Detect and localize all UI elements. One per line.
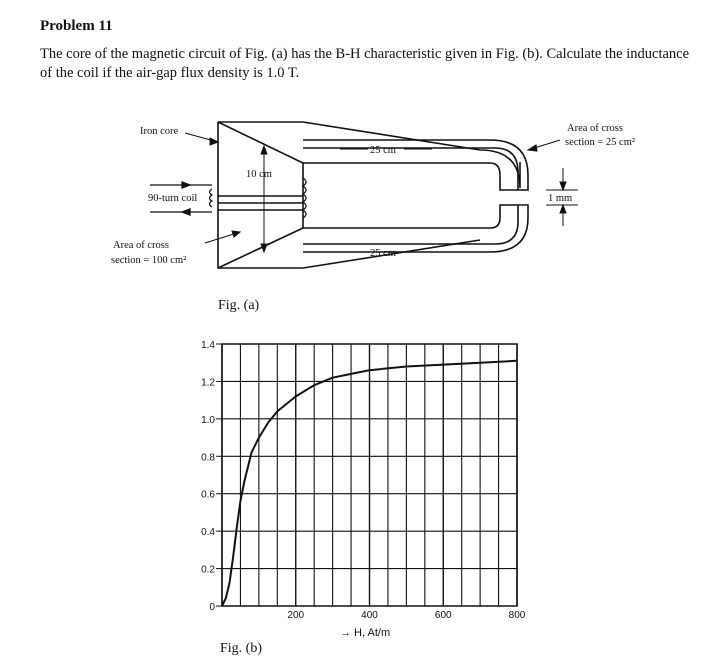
y-tick-label: 0: [209, 602, 215, 613]
gap-label: 1 mm: [548, 193, 573, 204]
height-label: 10 cm: [246, 169, 272, 180]
x-tick-label: 800: [508, 610, 526, 621]
top-length-label: 25 cm: [370, 145, 396, 156]
x-tick-label: 600: [434, 610, 452, 621]
area-right-line2: section = 25 cm²: [565, 137, 636, 148]
problem-statement: The core of the magnetic circuit of Fig. (a) has the B-H characteristic given in Fig. (b). Calculate the inductance of the coil if the air-gap flux density is 1.0 T.: [40, 46, 690, 81]
y-tick-label: 1.2: [201, 377, 215, 389]
y-tick-label: 1.0: [201, 414, 215, 426]
area-right-line1: Area of cross: [567, 123, 623, 134]
coil-label: 90-turn coil: [148, 193, 198, 204]
x-tick-label: 400: [361, 610, 378, 621]
y-tick-label: 0.2: [201, 564, 215, 576]
y-tick-label: 0.4: [201, 527, 215, 539]
y-tick-label: 1.4: [201, 340, 215, 351]
problem-heading: Problem 11: [40, 18, 113, 34]
x-axis-label: → H, At/m: [340, 627, 391, 639]
fig-a-caption: Fig. (a): [218, 298, 260, 313]
x-tick-label: 200: [287, 610, 305, 621]
y-tick-label: 0.6: [201, 489, 215, 501]
area-left-line1: Area of cross: [113, 240, 169, 251]
bottom-length-label: 25 cm: [370, 248, 396, 259]
iron-core-label: Iron core: [140, 126, 179, 137]
fig-b-caption: Fig. (b): [220, 641, 262, 656]
area-left-line2: section = 100 cm²: [111, 255, 187, 266]
y-tick-label: 0.8: [201, 452, 215, 464]
